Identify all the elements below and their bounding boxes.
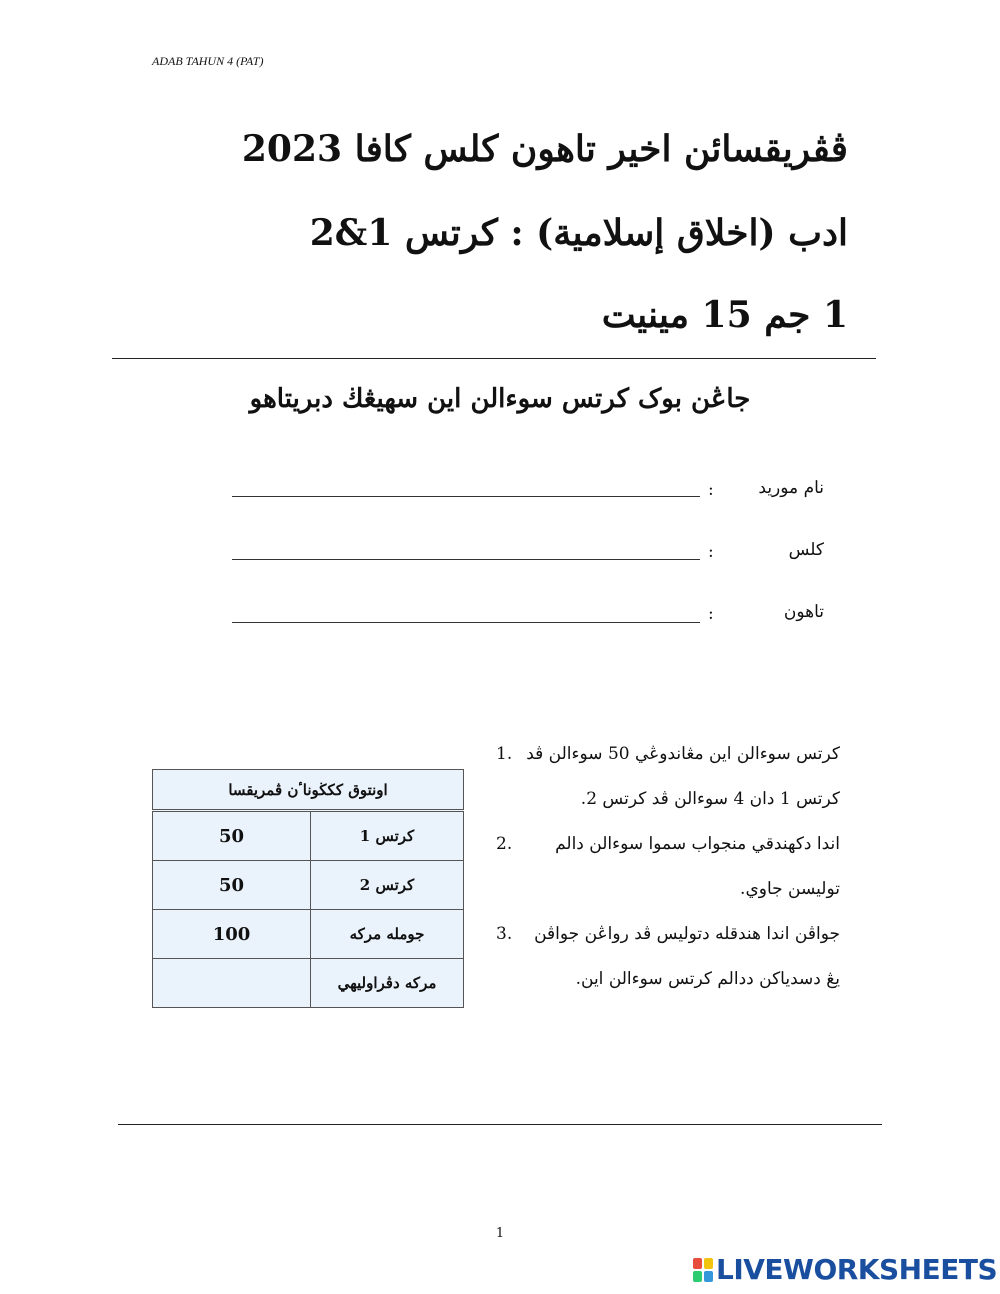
instructions-list xyxy=(496,732,840,1002)
obtained-score-field[interactable] xyxy=(153,959,311,1008)
student-name-field[interactable] xyxy=(232,496,700,497)
year-field[interactable] xyxy=(232,622,700,623)
table-row xyxy=(153,959,464,1008)
instruction-number: 2. xyxy=(496,834,513,854)
liveworksheets-logo xyxy=(692,1253,997,1286)
instruction-text: اندا دكهندقي منجواب سموا سوءالن دالم توليسن جاوي. xyxy=(555,834,840,899)
score-row-value: 100 xyxy=(153,910,311,959)
score-row-label: مركه دڤراوليهي xyxy=(311,959,464,1008)
year-colon: : xyxy=(708,604,714,624)
class-colon: : xyxy=(708,542,714,562)
score-row-label: جومله مركه xyxy=(311,910,464,959)
instruction-text: كرتس سوءالن اين مڠاندوڠي 50 سوءالن ڤد كرتس 1 دان 4 سوءالن ڤد كرتس 2. xyxy=(526,744,840,809)
class-field[interactable] xyxy=(232,559,700,560)
year-label: تاهون xyxy=(783,602,824,622)
instruction-subtitle: جاڠن بوک كرتس سوءالن اين سهيڠڬ دبريتاهو xyxy=(249,384,751,414)
header-note: ADAB TAHUN 4 (PAT) xyxy=(152,54,264,68)
instruction-number: 1. xyxy=(496,744,513,764)
page-number: 1 xyxy=(495,1226,505,1241)
table-row xyxy=(153,910,464,959)
score-row-value: 50 xyxy=(153,861,311,910)
student-name-colon: : xyxy=(708,480,714,500)
brand-name: LIVEWORKSHEETS xyxy=(716,1253,998,1286)
instruction-text: جواڤن اندا هندقله دتوليس ڤد رواڠن جواڤن يڠ دسدياكن ددالم كرتس سوءالن اين. xyxy=(534,924,840,989)
duration-title: 1 جم 15 مينيت xyxy=(601,294,848,336)
score-table-header: اونتوق ككڬوناٴن ڤمريقسا xyxy=(153,770,464,811)
list-item xyxy=(496,822,840,912)
bottom-divider xyxy=(118,1124,882,1125)
score-row-label: كرتس 2 xyxy=(311,861,464,910)
liveworksheets-icon xyxy=(692,1257,714,1283)
table-row xyxy=(153,861,464,910)
student-name-label: نام موريد xyxy=(758,478,824,498)
exam-title: ڤڤريقسائن اخير تاهون كلس كافا 2023 xyxy=(241,128,848,170)
table-row xyxy=(153,811,464,861)
score-row-value: 50 xyxy=(153,811,311,861)
top-divider xyxy=(112,358,876,359)
subject-title: ادب (اخلاق إسلامية) : كرتس 1&2 xyxy=(309,212,848,254)
list-item xyxy=(496,732,840,822)
examiner-score-table xyxy=(152,769,464,1008)
list-item xyxy=(496,912,840,1002)
class-label: كلس xyxy=(788,540,824,560)
score-row-label: كرتس 1 xyxy=(311,811,464,861)
instruction-number: 3. xyxy=(496,924,513,944)
